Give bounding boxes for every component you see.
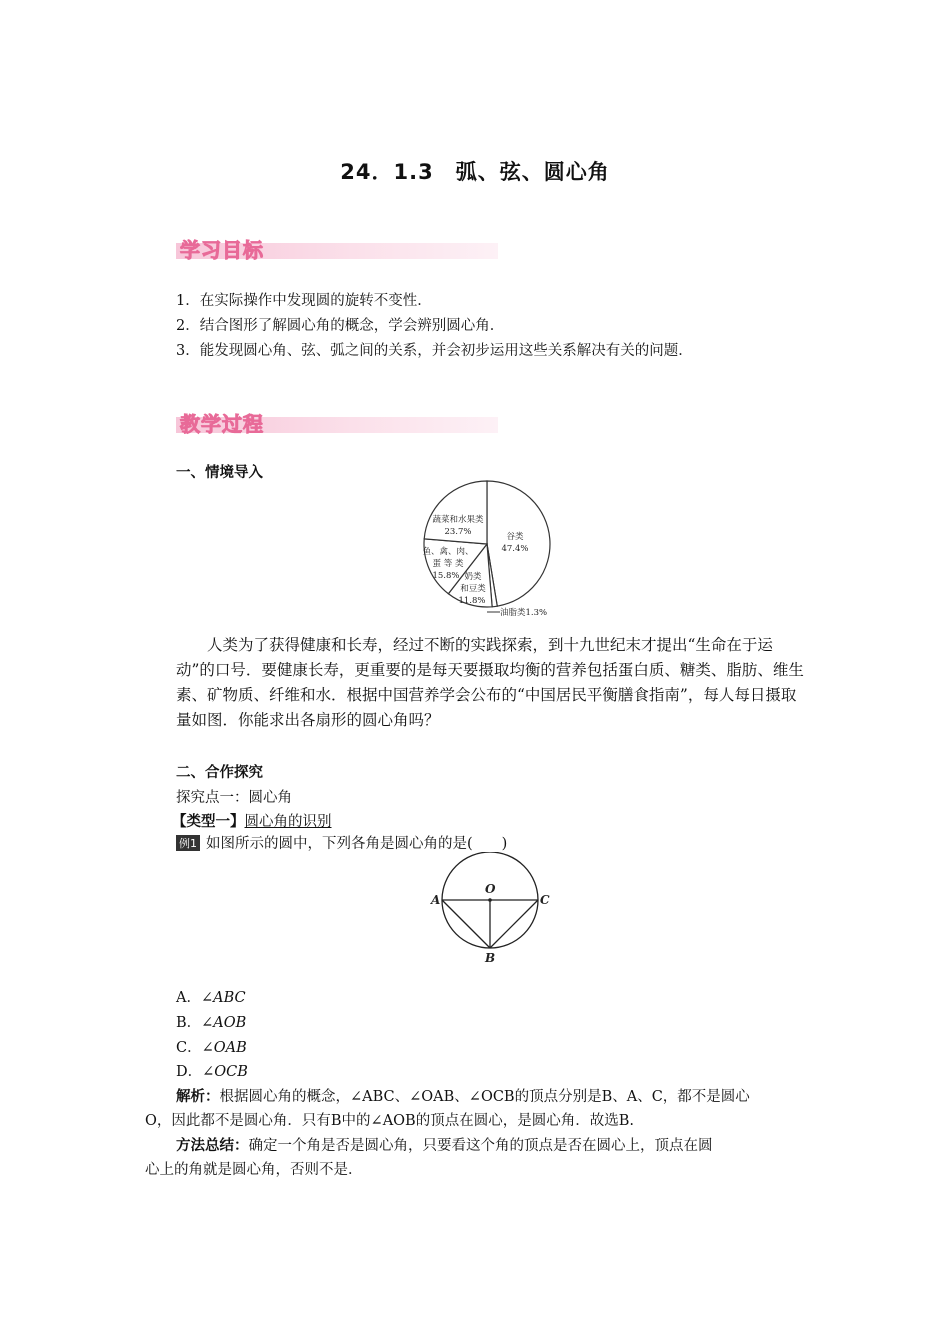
option-a: A．∠ABC: [176, 990, 246, 1006]
label-grain-pct: 47.4%: [501, 544, 529, 554]
label-meat-2: 蛋 等 类: [432, 559, 464, 569]
option-b: B．∠AOB: [176, 1015, 247, 1031]
pie-slices: [424, 481, 550, 607]
process-banner: [176, 408, 498, 434]
process-banner-label: 教学过程: [180, 412, 264, 436]
label-grain: 谷类: [506, 532, 524, 542]
label-c: C: [540, 893, 550, 907]
example-question: [176, 832, 507, 853]
nutrition-pie-chart: [416, 474, 586, 620]
label-o: O: [485, 882, 496, 896]
label-a: A: [431, 893, 441, 907]
objectives-banner: [176, 234, 498, 260]
summary-label: 方法总结：: [176, 1137, 249, 1154]
type-heading: [172, 810, 332, 831]
label-milk-1: 奶类: [464, 572, 482, 582]
summary-line-1: [176, 1134, 713, 1155]
center-point: [488, 898, 492, 902]
analysis-text-1: 根据圆心角的概念，∠ABC、∠OAB、∠OCB的顶点分别是B、A、C，都不是圆心: [219, 1089, 750, 1105]
intro-paragraph: 人类为了获得健康和长寿，经过不断的实践探索，到十九世纪末才提出“生命在于运动”的口号．要健康长寿，更重要的是每天要摄取均衡的营养包括蛋白质、糖类、脂肪、维生素、矿物质、纤维和水．根据中国营养学会公布的“中国居民平衡膳食指南”，每人每日摄取量如图．你能求出各扇形的圆心角吗？: [176, 636, 804, 729]
option-d: D．∠OCB: [176, 1064, 248, 1080]
option-c: C．∠OAB: [176, 1040, 247, 1056]
example-badge: 例1: [176, 835, 200, 851]
objective-3: 3．能发现圆心角、弦、弧之间的关系，并会初步运用这些关系解决有关的问题．: [176, 343, 693, 359]
objective-2: 2．结合图形了解圆心角的概念，学会辨别圆心角．: [176, 318, 505, 334]
objectives-banner-label: 学习目标: [180, 238, 264, 262]
circle-figure: [426, 852, 556, 970]
analysis-label: 解析：: [176, 1088, 220, 1105]
type-prefix: 【类型一】: [172, 813, 245, 830]
label-milk-pct: 11.8%: [458, 596, 486, 606]
label-veg: 蔬菜和水果类: [432, 515, 484, 525]
analysis-line-2: O，因此都不是圆心角．只有B中的∠AOB的顶点在圆心，是圆心角．故选B.: [145, 1113, 634, 1129]
section-heading-intro: 一、情境导入: [176, 465, 263, 481]
type-title: 圆心角的识别: [244, 814, 332, 830]
chord-cb: [490, 900, 538, 948]
page-title: 24．1.3 弧、弦、圆心角: [340, 160, 610, 184]
summary-text-1: 确定一个角是否是圆心角，只要看这个角的顶点是否在圆心上，顶点在圆: [248, 1138, 713, 1154]
label-veg-pct: 23.7%: [444, 527, 472, 537]
explore-point: 探究点一：圆心角: [176, 790, 292, 806]
label-meat-pct: 15.8%: [432, 571, 460, 581]
label-b: B: [485, 951, 496, 965]
label-milk-2: 和豆类: [460, 584, 486, 594]
analysis-line-1: [176, 1085, 750, 1106]
summary-line-2: 心上的角就是圆心角，否则不是．: [145, 1162, 363, 1178]
label-oil: 油脂类1.3%: [500, 608, 548, 618]
section-heading-explore: 二、合作探究: [176, 765, 263, 781]
objective-1: 1．在实际操作中发现圆的旋转不变性．: [176, 293, 432, 309]
chord-ab: [442, 900, 490, 948]
example-text: 如图所示的圆中，下列各角是圆心角的是( ): [206, 836, 508, 852]
label-meat-1: 鱼、禽、肉、: [422, 547, 474, 557]
